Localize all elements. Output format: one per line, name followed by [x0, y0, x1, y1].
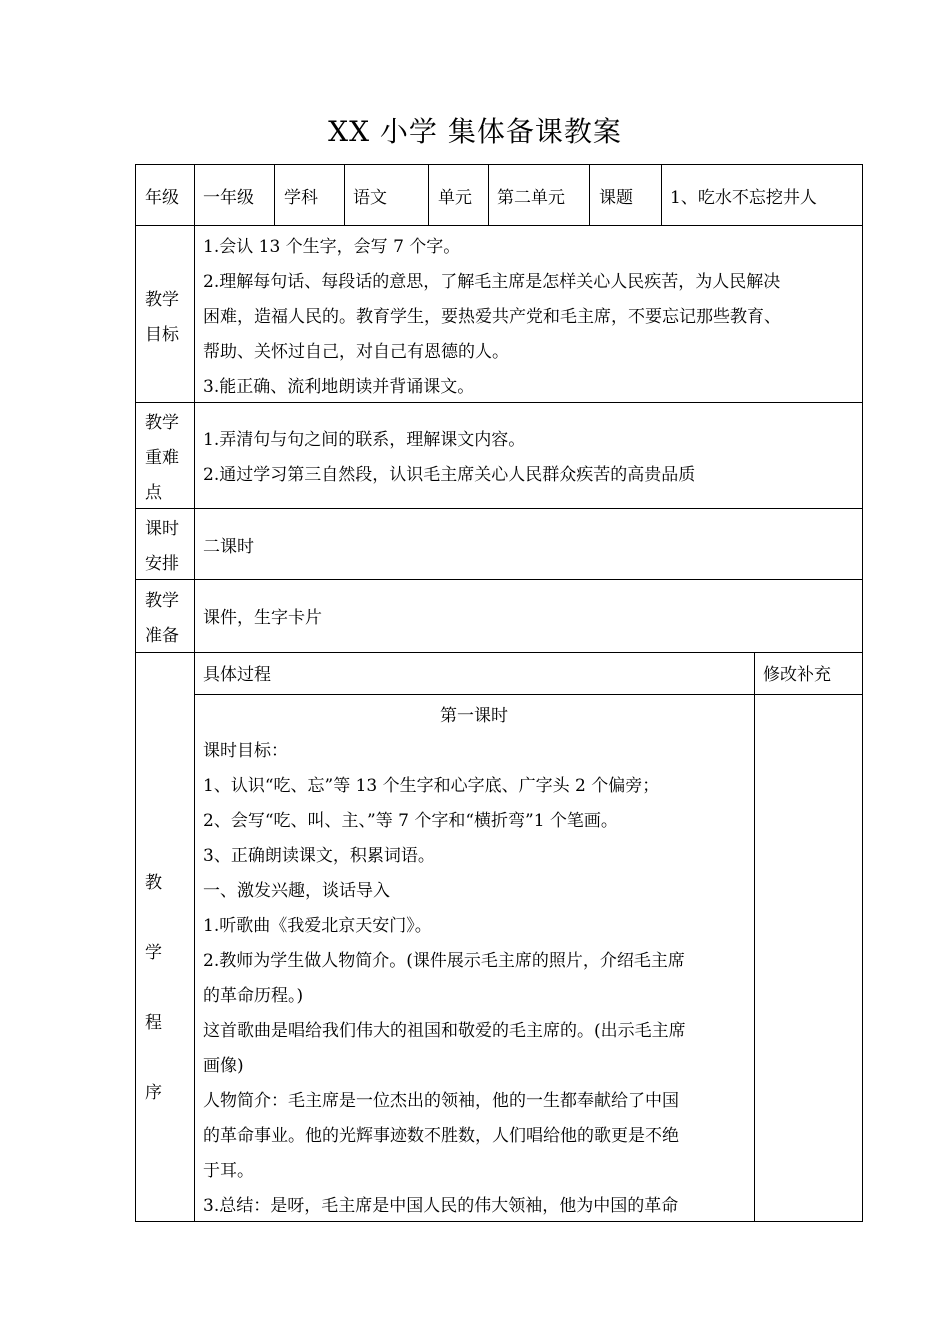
header-col-divider: [428, 164, 429, 225]
grade-label: 年级: [145, 188, 179, 208]
prep-value: 课件，生字卡片: [203, 608, 322, 628]
header-col-divider: [344, 164, 345, 225]
keypoints-label-line-2: 重难: [145, 448, 179, 468]
header-col-divider: [589, 164, 590, 225]
process-column-header: 具体过程: [203, 665, 271, 685]
goals-label-line-1: 教学: [145, 290, 179, 310]
row-divider: [135, 508, 863, 509]
procedure-line: 的革命历程。): [203, 986, 304, 1006]
prep-label-line-1: 教学: [145, 591, 179, 611]
revise-column-header: 修改补充: [763, 665, 831, 685]
subject-value: 语文: [353, 188, 387, 208]
goals-line: 2.理解每句话、每段话的意思，了解毛主席是怎样关心人民疾苦，为人民解决: [203, 272, 781, 292]
schedule-label-line-2: 安排: [145, 554, 179, 574]
unit-value: 第二单元: [497, 188, 565, 208]
row-divider: [194, 694, 863, 695]
header-col-divider: [488, 164, 489, 225]
procedure-line: 2、会写“吃、叫、主、”等 7 个字和“横折弯”1 个笔画。: [203, 811, 618, 831]
subject-label: 学科: [284, 188, 318, 208]
procedure-line: 人物简介：毛主席是一位杰出的领袖，他的一生都奉献给了中国: [203, 1091, 679, 1111]
row-divider: [135, 225, 863, 226]
keypoints-label-line-1: 教学: [145, 413, 179, 433]
goals-line: 3.能正确、流利地朗读并背诵课文。: [203, 377, 475, 397]
keypoints-label-line-3: 点: [145, 483, 162, 503]
table-border-left: [135, 164, 136, 1222]
topic-value: 1、吃水不忘挖井人: [670, 188, 817, 208]
procedure-side-char: 程: [145, 1013, 162, 1033]
procedure-side-char: 学: [145, 943, 162, 963]
document-title: XX 小学 集体备课教案: [328, 115, 622, 148]
procedure-side-char: 序: [145, 1083, 162, 1103]
revise-column-divider: [754, 652, 755, 1222]
procedure-line: 的革命事业。他的光辉事迹数不胜数，人们唱给他的歌更是不绝: [203, 1126, 679, 1146]
topic-label: 课题: [599, 188, 633, 208]
procedure-side-char: 教: [145, 873, 162, 893]
label-column-divider: [194, 164, 195, 1222]
procedure-line: 一、激发兴趣，谈话导入: [203, 881, 390, 901]
goals-line: 帮助、关怀过自己，对自己有恩德的人。: [203, 342, 509, 362]
procedure-line: 课时目标：: [203, 741, 288, 761]
header-col-divider: [274, 164, 275, 225]
prep-label-line-2: 准备: [145, 626, 179, 646]
goals-label-line-2: 目标: [145, 325, 179, 345]
keypoints-line: 1.弄清句与句之间的联系，理解课文内容。: [203, 430, 526, 450]
grade-value: 一年级: [203, 188, 254, 208]
keypoints-line: 2.通过学习第三自然段，认识毛主席关心人民群众疾苦的高贵品质: [203, 465, 696, 485]
goals-line: 困难，造福人民的。教育学生，要热爱共产党和毛主席，不要忘记那些教育、: [203, 307, 781, 327]
table-border-right: [862, 164, 863, 1222]
schedule-label-line-1: 课时: [145, 519, 179, 539]
procedure-line: 3、正确朗读课文，积累词语。: [203, 846, 435, 866]
schedule-value: 二课时: [203, 537, 254, 557]
lesson-title: 第一课时: [440, 706, 508, 726]
procedure-line: 3.总结：是呀，毛主席是中国人民的伟大领袖，他为中国的革命: [203, 1196, 679, 1216]
procedure-line: 画像): [203, 1056, 244, 1076]
row-divider: [135, 579, 863, 580]
procedure-line: 这首歌曲是唱给我们伟大的祖国和敬爱的毛主席的。(出示毛主席: [203, 1021, 686, 1041]
unit-label: 单元: [438, 188, 472, 208]
procedure-line: 于耳。: [203, 1161, 254, 1181]
procedure-line: 1.听歌曲《我爱北京天安门》。: [203, 916, 432, 936]
header-col-divider: [661, 164, 662, 225]
procedure-line: 1、认识“吃、忘”等 13 个生字和心字底、广字头 2 个偏旁；: [203, 776, 660, 796]
table-border-top: [135, 164, 863, 165]
goals-line: 1.会认 13 个生字，会写 7 个字。: [203, 237, 461, 257]
procedure-line: 2.教师为学生做人物简介。(课件展示毛主席的照片，介绍毛主席: [203, 951, 685, 971]
